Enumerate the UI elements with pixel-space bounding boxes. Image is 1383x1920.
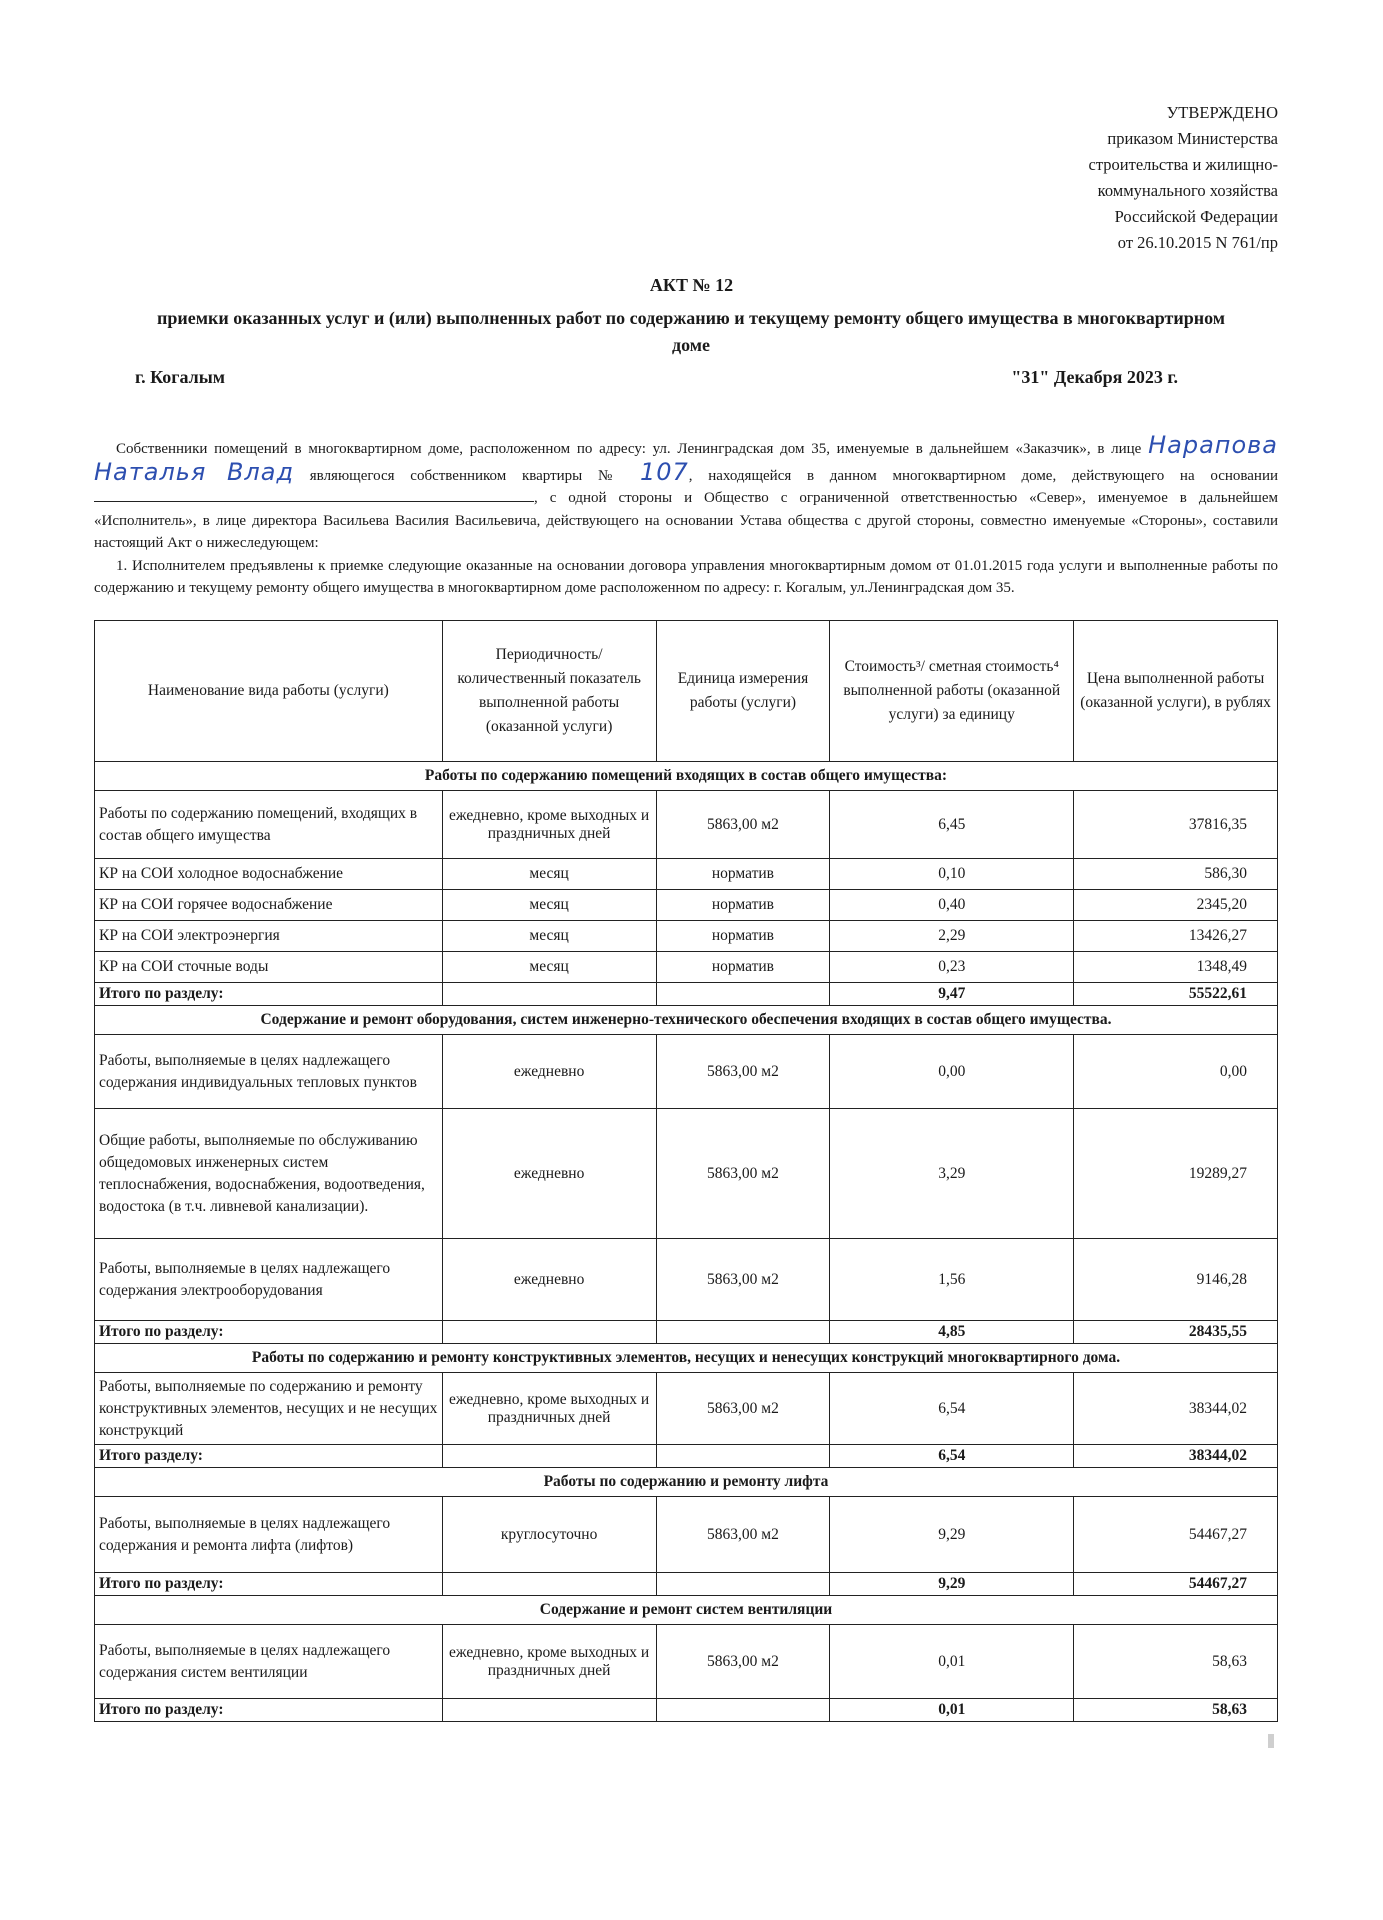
cell-work-name: Работы, выполняемые в целях надлежащего содержания и ремонта лифта (лифтов) [95, 1497, 443, 1573]
section-title: Работы по содержанию и ремонту лифта [95, 1468, 1278, 1497]
preamble-text: , с одной стороны и Общество с ограниченной ответственностью «Север», именуемое в дальнейшем «Исполнитель», в лице директора Васильева Василия Васильевича, действующего на основании Устава общества с другой стороны, совместно именуемые «Стороны», составили настоящий Акт о нижеследующем: [94, 490, 1278, 551]
section-total-row [95, 1699, 1278, 1722]
table-row [95, 1625, 1278, 1699]
handwritten-owner-name: Нарапова Наталья Влад [94, 431, 1279, 486]
cell-price: 9146,28 [1074, 1239, 1278, 1321]
cell-price: 19289,27 [1074, 1109, 1278, 1239]
total-cost: 4,85 [830, 1321, 1074, 1344]
approval-line: Российской Федерации [1114, 207, 1278, 226]
basis-blank-line [94, 487, 534, 502]
cell-unit: 5863,00 м2 [656, 1373, 830, 1445]
total-cost: 9,47 [830, 983, 1074, 1006]
cell-price: 2345,20 [1074, 890, 1278, 921]
section-title: Работы по содержанию и ремонту конструктивных элементов, несущих и ненесущих конструкций многоквартирного дома. [95, 1344, 1278, 1373]
total-cost: 6,54 [830, 1445, 1074, 1468]
total-cost: 0,01 [830, 1699, 1074, 1722]
cell-periodicity: ежедневно [442, 1035, 656, 1109]
cell-work-name: КР на СОИ сточные воды [95, 952, 443, 983]
total-price: 58,63 [1074, 1699, 1278, 1722]
cell-price: 13426,27 [1074, 921, 1278, 952]
approval-line: от 26.10.2015 N 761/пр [1117, 233, 1278, 252]
approval-line: коммунального хозяйства [1097, 181, 1278, 200]
cell-periodicity: месяц [442, 952, 656, 983]
cell-price: 54467,27 [1074, 1497, 1278, 1573]
cell-unit: норматив [656, 952, 830, 983]
cell-unit: 5863,00 м2 [656, 1625, 830, 1699]
cell-unit-cost: 0,00 [830, 1035, 1074, 1109]
table-row [95, 921, 1278, 952]
table-row [95, 890, 1278, 921]
cell-periodicity: месяц [442, 890, 656, 921]
section-title: Работы по содержанию помещений входящих в состав общего имущества: [95, 762, 1278, 791]
preamble-paragraph-1 [94, 431, 1279, 555]
total-label: Итого по разделу: [95, 1699, 443, 1722]
table-row [95, 1497, 1278, 1573]
preamble-text: , находящейся в данном многоквартирном доме, действующего на основании [688, 467, 1279, 484]
cell-unit-cost: 9,29 [830, 1497, 1074, 1573]
section-title: Содержание и ремонт оборудования, систем инженерно-технического обеспечения входящих в состав общего имущества. [95, 1006, 1278, 1035]
preamble-text: Собственники помещений в многоквартирном доме, расположенном по адресу: ул. Ленинградская дом 35, именуемые в дальнейшем «Заказчик», в лице [116, 441, 1142, 457]
approval-line: строительства и жилищно- [1088, 155, 1278, 174]
cell-price: 37816,35 [1074, 791, 1278, 859]
cell-periodicity: ежедневно [442, 1109, 656, 1239]
section-total-row [95, 1573, 1278, 1596]
cell-unit: 5863,00 м2 [656, 791, 830, 859]
header-unit-cost: Стоимость³/ сметная стоимость⁴ выполненной работы (оказанной услуги) за единицу [830, 621, 1074, 762]
cell-work-name: Работы, выполняемые в целях надлежащего содержания электрооборудования [95, 1239, 443, 1321]
cell-unit: 5863,00 м2 [656, 1239, 830, 1321]
cell-unit-cost: 0,10 [830, 859, 1074, 890]
table-row [95, 859, 1278, 890]
cell-work-name: Работы, выполняемые в целях надлежащего содержания индивидуальных тепловых пунктов [95, 1035, 443, 1109]
approval-line: УТВЕРЖДЕНО [1166, 103, 1278, 122]
cell-price: 58,63 [1074, 1625, 1278, 1699]
section-total-row [95, 1445, 1278, 1468]
approval-stamp [1089, 100, 1278, 256]
empty-cell [442, 1573, 656, 1596]
act-number: АКТ № 12 [649, 275, 734, 295]
table-header-row [95, 621, 1278, 762]
cell-price: 586,30 [1074, 859, 1278, 890]
table-row [95, 1373, 1278, 1445]
handwritten-flat-number: 107 [639, 457, 689, 486]
total-price: 38344,02 [1074, 1445, 1278, 1468]
cell-unit-cost: 6,54 [830, 1373, 1074, 1445]
header-periodicity: Периодичность/ количественный показатель выполненной работы (оказанной услуги) [442, 621, 656, 762]
approval-line: приказом Министерства [1107, 129, 1278, 148]
cell-unit: 5863,00 м2 [656, 1035, 830, 1109]
cell-unit-cost: 6,45 [830, 791, 1074, 859]
total-label: Итого по разделу: [95, 1573, 443, 1596]
table-row [95, 1035, 1278, 1109]
total-label: Итого по разделу: [95, 1321, 443, 1344]
empty-cell [656, 1321, 830, 1344]
cell-periodicity: месяц [442, 859, 656, 890]
cell-work-name: Работы по содержанию помещений, входящих в состав общего имущества [95, 791, 443, 859]
cell-price: 1348,49 [1074, 952, 1278, 983]
cell-work-name: Работы, выполняемые по содержанию и ремонту конструктивных элементов, несущих и не несущих конструкций [95, 1373, 443, 1445]
cell-work-name: КР на СОИ холодное водоснабжение [95, 859, 443, 890]
header-price: Цена выполненной работы (оказанной услуги), в рублях [1074, 621, 1278, 762]
table-row [95, 1109, 1278, 1239]
total-price: 55522,61 [1074, 983, 1278, 1006]
act-date: "31" Декабря 2023 г. [1011, 367, 1178, 387]
section-title-row [95, 1344, 1278, 1373]
cell-work-name: Общие работы, выполняемые по обслуживанию общедомовых инженерных систем теплоснабжения, водоснабжения, водоотведения, водостока (в т.ч. ливневой канализации). [95, 1109, 443, 1239]
cell-unit: норматив [656, 890, 830, 921]
city: г. Когалым [135, 367, 226, 387]
table-row [95, 952, 1278, 983]
table-row [95, 791, 1278, 859]
cell-unit-cost: 3,29 [830, 1109, 1074, 1239]
preamble-text: являющегося собственником квартиры № [309, 467, 625, 484]
empty-cell [656, 1573, 830, 1596]
cell-periodicity: ежедневно, кроме выходных и праздничных дней [442, 1625, 656, 1699]
total-cost: 9,29 [830, 1573, 1074, 1596]
cell-work-name: КР на СОИ горячее водоснабжение [95, 890, 443, 921]
empty-cell [656, 983, 830, 1006]
section-total-row [95, 1321, 1278, 1344]
cell-periodicity: ежедневно [442, 1239, 656, 1321]
section-title: Содержание и ремонт систем вентиляции [95, 1596, 1278, 1625]
empty-cell [442, 1445, 656, 1468]
section-title-row [95, 762, 1278, 791]
table-row [95, 1239, 1278, 1321]
act-subtitle: приемки оказанных услуг и (или) выполненных работ по содержанию и текущему ремонту общего имущества в многоквартирном доме [156, 308, 1226, 355]
section-title-row [95, 1006, 1278, 1035]
works-table [94, 620, 1278, 1722]
total-label: Итого по разделу: [95, 983, 443, 1006]
cell-periodicity: круглосуточно [442, 1497, 656, 1573]
empty-cell [442, 983, 656, 1006]
total-price: 54467,27 [1074, 1573, 1278, 1596]
section-total-row [95, 983, 1278, 1006]
cell-unit: норматив [656, 859, 830, 890]
total-price: 28435,55 [1074, 1321, 1278, 1344]
cell-periodicity: ежедневно, кроме выходных и праздничных дней [442, 791, 656, 859]
cell-unit: 5863,00 м2 [656, 1497, 830, 1573]
empty-cell [656, 1445, 830, 1468]
cell-work-name: Работы, выполняемые в целях надлежащего содержания систем вентиляции [95, 1625, 443, 1699]
cell-unit-cost: 1,56 [830, 1239, 1074, 1321]
header-unit: Единица измерения работы (услуги) [656, 621, 830, 762]
cell-unit: норматив [656, 921, 830, 952]
cell-periodicity: месяц [442, 921, 656, 952]
cell-unit-cost: 0,23 [830, 952, 1074, 983]
cell-unit: 5863,00 м2 [656, 1109, 830, 1239]
section-title-row [95, 1468, 1278, 1497]
empty-cell [656, 1699, 830, 1722]
preamble [94, 431, 1279, 600]
cell-periodicity: ежедневно, кроме выходных и праздничных дней [442, 1373, 656, 1445]
scan-artifact [1268, 1734, 1274, 1748]
empty-cell [442, 1699, 656, 1722]
section-title-row [95, 1596, 1278, 1625]
cell-price: 38344,02 [1074, 1373, 1278, 1445]
preamble-paragraph-2: 1. Исполнителем предъявлены к приемке следующие оказанные на основании договора управления многоквартирным домом от 01.01.2015 года услуги и выполненные работы по содержанию и текущему ремонту общего имущества в многоквартирном доме расположенном по адресу: г. Когалым, ул.Ленинградская дом 35. [94, 557, 1278, 596]
cell-price: 0,00 [1074, 1035, 1278, 1109]
cell-unit-cost: 0,40 [830, 890, 1074, 921]
total-label: Итого разделу: [95, 1445, 443, 1468]
cell-unit-cost: 0,01 [830, 1625, 1074, 1699]
header-work-name: Наименование вида работы (услуги) [95, 621, 443, 762]
cell-unit-cost: 2,29 [830, 921, 1074, 952]
cell-work-name: КР на СОИ электроэнергия [95, 921, 443, 952]
empty-cell [442, 1321, 656, 1344]
